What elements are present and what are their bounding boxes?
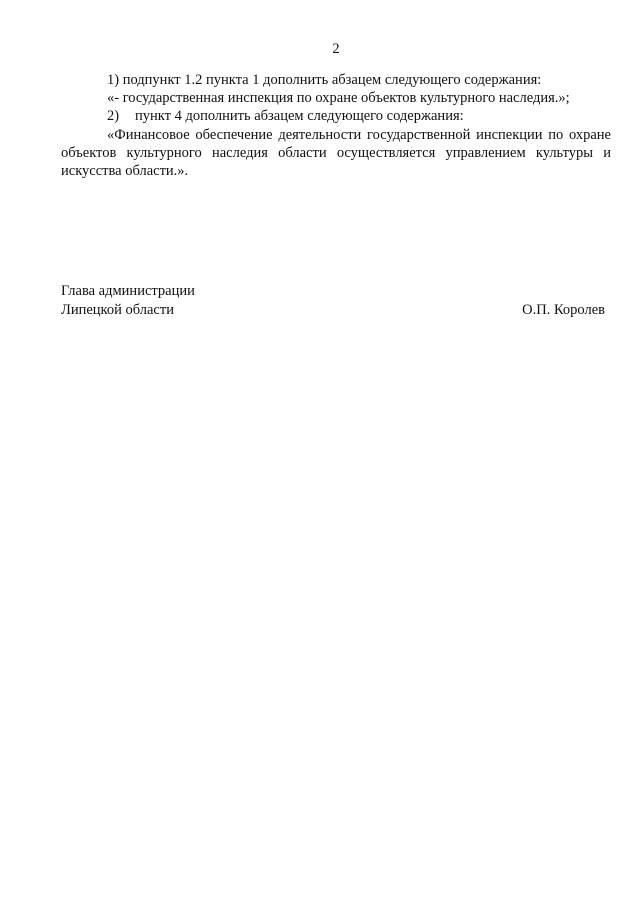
signature-block	[61, 282, 605, 319]
page-number: 2	[332, 41, 340, 57]
document-body	[61, 71, 611, 180]
signatory-title-line2: Липецкой области	[61, 301, 174, 318]
signatory-title-line1: Глава администрации	[61, 283, 195, 299]
item2-intro-paragraph	[61, 107, 611, 125]
signature-row	[61, 301, 605, 320]
item2-intro-text: пункт 4 дополнить абзацем следующего содержания:	[135, 108, 464, 125]
item2-number: 2)	[107, 108, 120, 125]
signatory-name: О.П. Королев	[522, 301, 605, 318]
item1-intro-paragraph: 1) подпункт 1.2 пункта 1 дополнить абзацем следующего содержания:	[107, 72, 542, 88]
item1-quote-paragraph: «- государственная инспекция по охране объектов культурного наследия.»;	[107, 90, 570, 107]
item2-quote-paragraph: «Финансовое обеспечение деятельности государственной инспекции по охране объектов культурного наследия области осуществляется управлением культуры и искусства области.».	[61, 126, 611, 180]
